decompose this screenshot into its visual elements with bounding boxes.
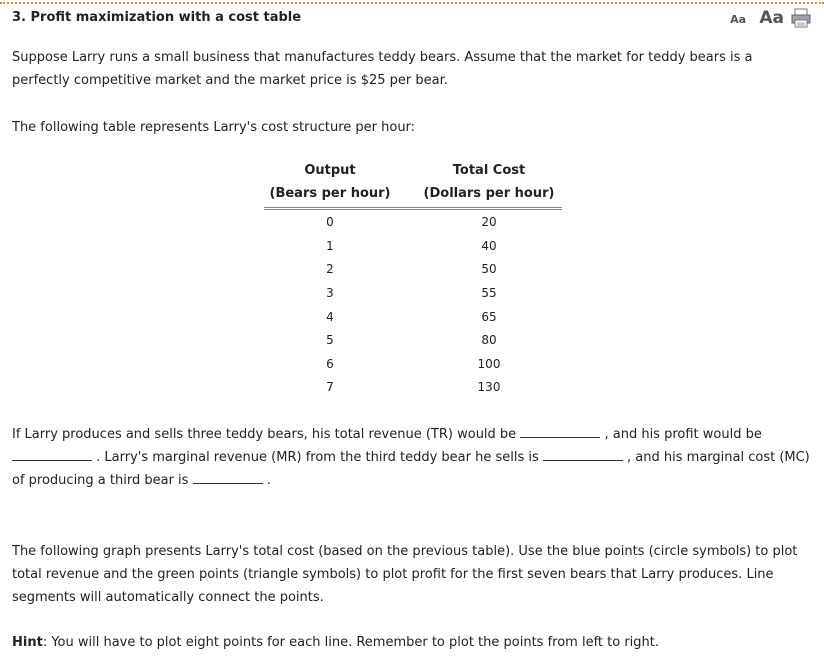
cell-output: 1: [326, 239, 334, 253]
cell-output: 3: [326, 286, 334, 300]
question-text: .: [266, 473, 271, 488]
font-size-large-button[interactable]: Aa: [759, 8, 784, 28]
cell-total-cost: 65: [481, 310, 497, 324]
intro-paragraph: Suppose Larry runs a small business that manufactures teddy bears. Assume that the market for teddy bears is a perfectly competitive market and the market price is $25 per bear.: [12, 50, 753, 88]
table-intro-paragraph: The following table represents Larry's cost structure per hour:: [12, 120, 416, 135]
hint-text: : You will have to plot eight points for each line. Remember to plot the points from left to right.: [42, 635, 660, 650]
cell-output: 2: [326, 262, 334, 276]
cell-total-cost: 55: [481, 286, 497, 300]
col-total-cost-header: Total Cost: [452, 163, 526, 178]
cell-output: 5: [326, 333, 334, 347]
cell-total-cost: 20: [481, 215, 497, 229]
question-text: . Larry's marginal revenue (MR) from the third teddy bear he sells is: [96, 450, 539, 465]
cell-output: 6: [326, 357, 334, 371]
print-icon[interactable]: [790, 7, 812, 29]
marginal-revenue-blank[interactable]: [543, 446, 623, 461]
header-divider: [264, 207, 562, 208]
question-text: If Larry produces and sells three teddy bears, his total revenue (TR) would be: [12, 427, 517, 442]
question-text: , and his profit would be: [604, 427, 762, 442]
font-size-small-button[interactable]: Aa: [730, 13, 746, 26]
question-text: , and his marginal cost (MC) of producing a third bear is: [12, 450, 810, 488]
cell-output: 7: [326, 380, 334, 394]
cell-total-cost: 80: [481, 333, 497, 347]
hint-paragraph: [12, 631, 812, 654]
cell-total-cost: 100: [477, 357, 501, 371]
top-dotted-rule: [0, 2, 824, 4]
header-divider-double: [264, 209, 562, 210]
question-header: [12, 10, 812, 30]
col-total-cost-subheader: (Dollars per hour): [423, 186, 555, 201]
profit-blank[interactable]: [12, 446, 92, 461]
graph-intro-paragraph: The following graph presents Larry's total cost (based on the previous table). Use the blue points (circle symbols) to plot total revenue and the green points (triangle symbols) to plot profit for the first seven bears that Larry produces. Line segments will automatically connect the points.: [12, 544, 798, 605]
cell-output: 4: [326, 310, 334, 324]
cell-total-cost: 50: [481, 262, 497, 276]
hint-label: Hint: [12, 635, 43, 650]
question-title: 3. Profit maximization with a cost table: [12, 10, 302, 25]
cell-total-cost: 130: [477, 380, 501, 394]
cell-total-cost: 40: [481, 239, 497, 253]
col-output-header: Output: [304, 163, 356, 178]
col-output-subheader: (Bears per hour): [269, 186, 391, 201]
question-paragraph: [12, 423, 812, 492]
marginal-cost-blank[interactable]: [193, 469, 263, 484]
cell-output: 0: [326, 215, 334, 229]
total-revenue-blank[interactable]: [520, 423, 600, 438]
